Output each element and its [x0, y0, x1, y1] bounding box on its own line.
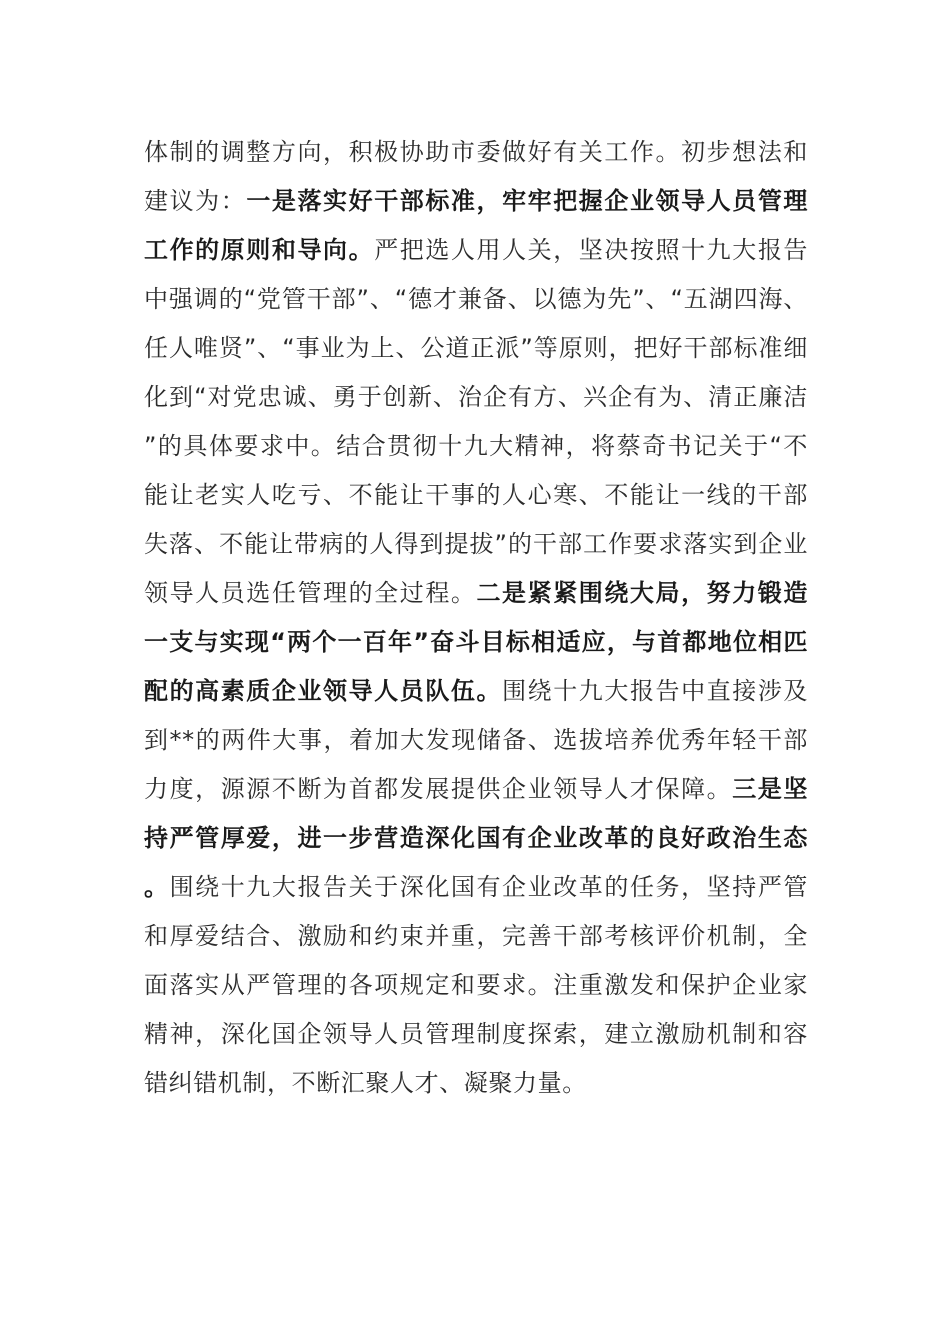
key-point-two: 二是紧紧围绕大局，努力锻造一支与实现“两个一百年”奋斗目标相适应，与首都地位相匹配的高素质企业领导人员队伍。 [144, 579, 808, 705]
text-segment: 严把选人用人关，坚决按照十九大报告中强调的“党管干部”、“德才兼备、以德为先”、“五湖四海、任人唯贤”、“事业为上、公道正派”等原则，把好干部标准细化到“对党忠诚、勇于创新、治企有方、兴企有为、清正廉洁”的具体要求中。结合贯彻十九大精神，将蔡奇书记关于“不能让老实人吃亏、不能让干事的人心寒、不能让一线的干部失落、不能让带病的人得到提拔”的干部工作要求落实到企业领导人员选任管理的全过程。 [144, 236, 808, 607]
body-paragraph [144, 128, 808, 1108]
text-segment: 体制的调整方向，积极协助市委做好有关工作。初步想法和建议为： [144, 138, 808, 215]
text-segment: 围绕十九大报告关于深化国有企业改革的任务，坚持严管和厚爱结合、激励和约束并重，完善干部考核评价机制，全面落实从严管理的各项规定和要求。注重激发和保护企业家精神，深化国企领导人员管理制度探索，建立激励机制和容错纠错机制，不断汇聚人才、凝聚力量。 [144, 873, 808, 1097]
key-point-three: 三是坚持严管厚爱，进一步营造深化国有企业改革的良好政治生态。 [144, 775, 808, 901]
text-segment: 围绕十九大报告中直接涉及到**的两件大事，着加大发现储备、选拔培养优秀年轻干部力度，源源不断为首都发展提供企业领导人才保障。 [144, 677, 808, 803]
key-point-one: 一是落实好干部标准，牢牢把握企业领导人员管理工作的原则和导向。 [144, 187, 808, 264]
